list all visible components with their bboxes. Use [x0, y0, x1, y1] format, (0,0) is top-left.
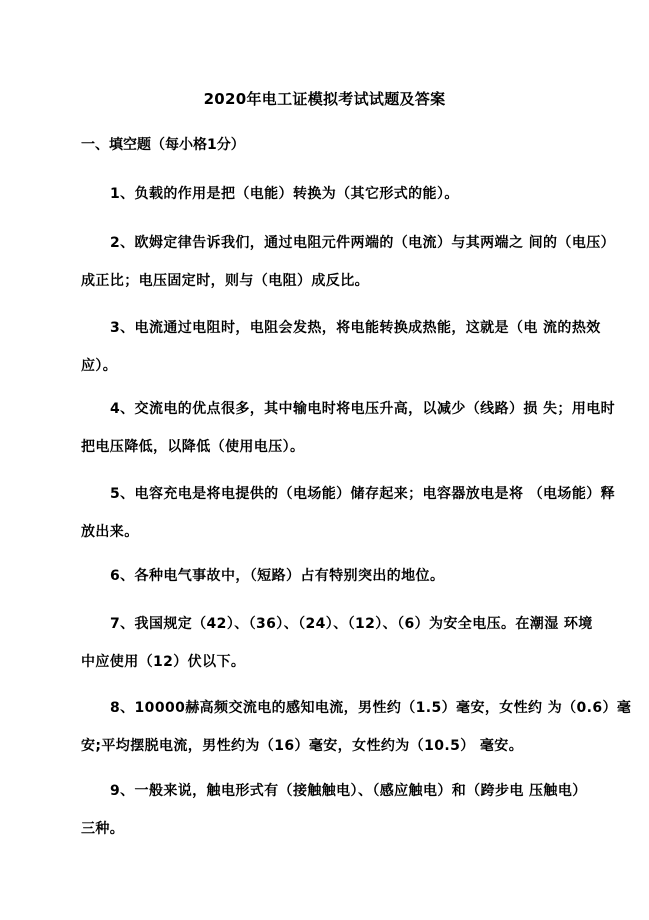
- section-heading: 一、填空题（每小格1分）: [81, 137, 245, 153]
- question-line: 3、电流通过电阻时，电阻会发热，将电能转换成热能，这就是（电 流的热效: [110, 320, 601, 336]
- question-3: [81, 317, 601, 377]
- question-line: 应）。: [81, 358, 118, 374]
- question-line: 安;平均摆脱电流，男性约为（16）毫安，女性约为（10.5） 毫安。: [81, 738, 524, 754]
- question-7: [81, 613, 593, 673]
- question-9: [81, 780, 589, 840]
- question-4: [81, 398, 616, 458]
- question-line: 2、欧姆定律告诉我们，通过电阻元件两端的（电流）与其两端之 间的（电压）: [110, 235, 616, 251]
- question-6: [81, 565, 589, 587]
- question-8: [81, 697, 632, 757]
- question-line: 8、10000赫高频交流电的感知电流，男性约（1.5）毫安，女性约 为（0.6）毫: [110, 700, 632, 716]
- question-line: 放出来。: [81, 524, 139, 540]
- question-line: 9、一般来说，触电形式有（接触触电）、（感应触电）和（跨步电 压触电）: [110, 783, 587, 799]
- question-line: 7、我国规定（42）、（36）、（24）、（12）、（6）为安全电压。在潮湿 环境: [110, 616, 593, 632]
- question-line: 6、各种电气事故中，（短路）占有特别突出的地位。: [110, 568, 445, 584]
- question-1: [81, 183, 589, 205]
- question-line: 中应使用（12）伏以下。: [81, 654, 246, 670]
- question-5: [81, 483, 616, 543]
- question-line: 1、负载的作用是把（电能）转换为（其它形式的能）。: [110, 186, 459, 202]
- question-line: 把电压降低，以降低（使用电压）。: [81, 439, 305, 455]
- question-line: 4、交流电的优点很多，其中输电时将电压升高，以减少（线路）损 失；用电时: [110, 401, 616, 417]
- question-line: 5、电容充电是将电提供的（电场能）储存起来；电容器放电是将 （电场能）释: [110, 486, 616, 502]
- question-line: 三种。: [81, 821, 125, 837]
- page-title: 2020年电工证模拟考试试题及答案: [203, 90, 446, 108]
- question-line: 成正比；电压固定时，则与（电阻）成反比。: [81, 273, 369, 289]
- question-2: [81, 232, 616, 292]
